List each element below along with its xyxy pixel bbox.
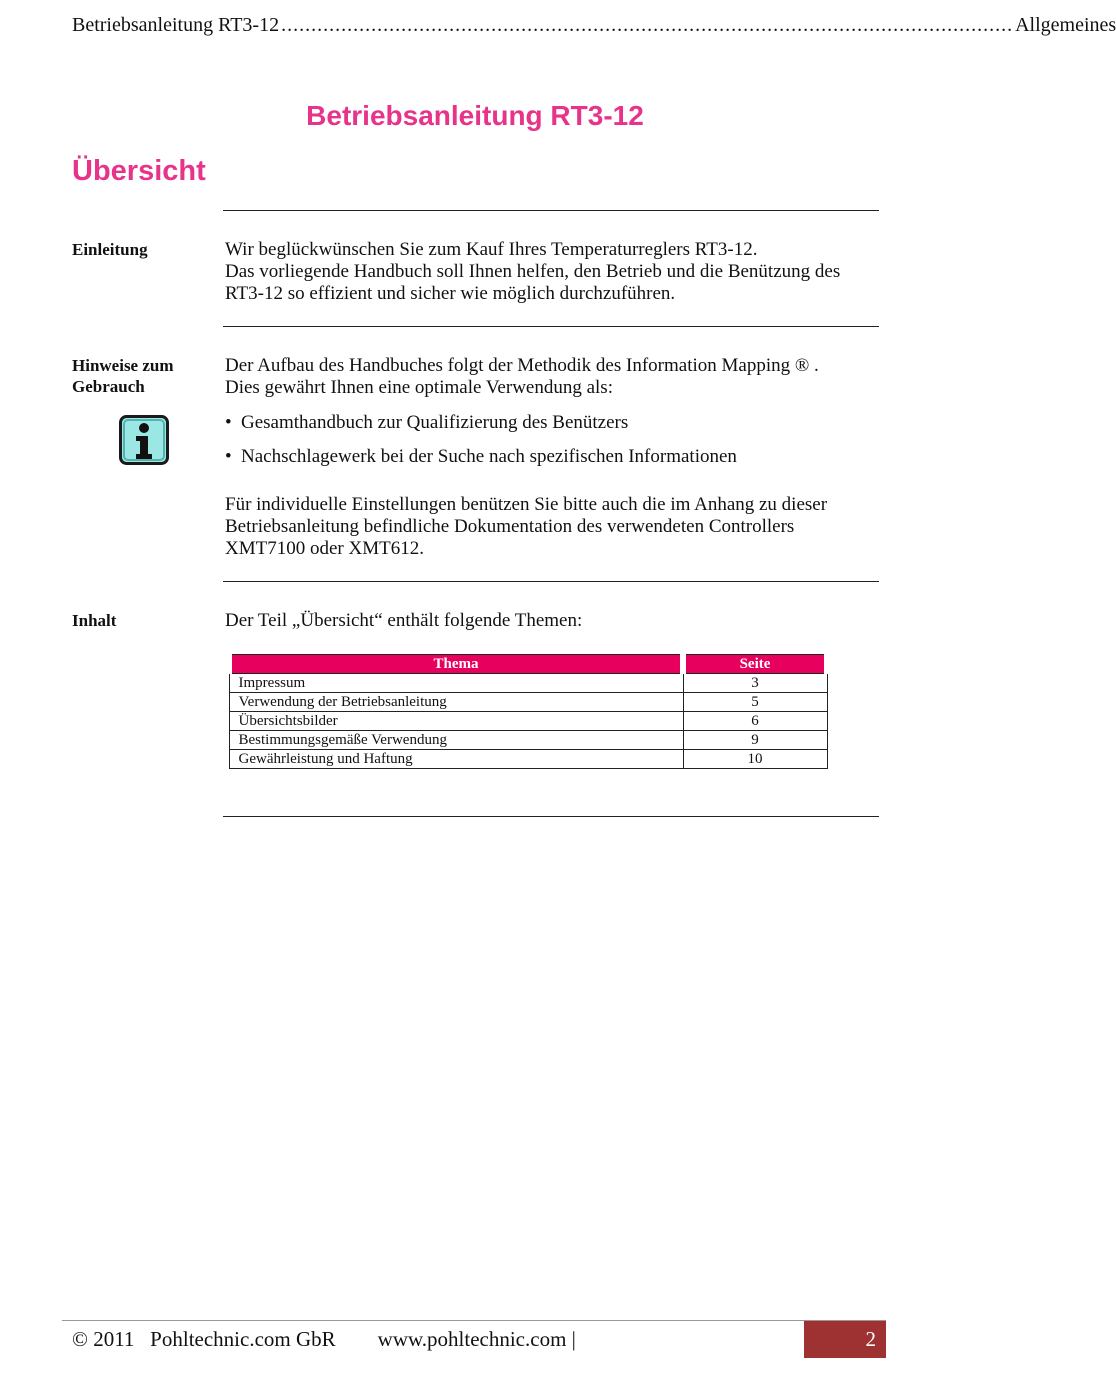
header-chapter: Allgemeines (1015, 14, 1116, 36)
table-row (229, 750, 827, 769)
list-item (225, 412, 875, 434)
page-cell: 9 (683, 731, 827, 750)
footer-text: © 2011 Pohltechnic.com GbR www.pohltechnic.com | (72, 1327, 576, 1351)
document-title: Betriebsanleitung RT3-12 (306, 100, 644, 131)
bullet-icon: • (225, 412, 232, 433)
hinweise-note-line: Betriebsanleitung befindliche Dokumentation des verwendeten Controllers (225, 516, 795, 537)
hinweise-label-line: Gebrauch (72, 377, 145, 396)
bullet-text: Nachschlagewerk bei der Suche nach spezifischen Informationen (241, 446, 737, 467)
hinweise-intro-line: Dies gewährt Ihnen eine optimale Verwendung als: (225, 377, 613, 398)
inhalt-label: Inhalt (72, 611, 117, 630)
header-dot-leader: .......................................................................................................................... (281, 14, 1014, 36)
einleitung-text (225, 239, 875, 305)
einleitung-line: Das vorliegende Handbuch soll Ihnen helfen, den Betrieb und die Benützung des (225, 261, 841, 282)
column-header-thema: Thema (229, 655, 683, 674)
section-divider (223, 581, 879, 582)
table-row (229, 731, 827, 750)
info-icon (119, 415, 169, 465)
section-divider (223, 326, 879, 327)
bullet-text: Gesamthandbuch zur Qualifizierung des Benützers (241, 412, 629, 433)
page-cell: 10 (683, 750, 827, 769)
topic-cell: Impressum (229, 674, 683, 693)
topic-cell: Verwendung der Betriebsanleitung (229, 693, 683, 712)
running-header (72, 14, 1116, 37)
hinweise-note-line: Für individuelle Einstellungen benützen Sie bitte auch die im Anhang zu dieser (225, 494, 828, 515)
topic-cell: Übersichtsbilder (229, 712, 683, 731)
page-cell: 5 (683, 693, 827, 712)
bullet-icon: • (225, 446, 232, 467)
table-header-row (229, 655, 827, 674)
einleitung-line: Wir beglückwünschen Sie zum Kauf Ihres Temperaturreglers RT3-12. (225, 239, 758, 260)
hinweise-intro (225, 355, 875, 399)
footer-divider (62, 1320, 886, 1321)
hinweise-label-line: Hinweise zum (72, 356, 174, 375)
topic-cell: Gewährleistung und Haftung (229, 750, 683, 769)
einleitung-label: Einleitung (72, 240, 148, 259)
section-divider (223, 210, 879, 211)
table-row (229, 693, 827, 712)
table-row (229, 674, 827, 693)
hinweise-intro-line: Der Aufbau des Handbuches folgt der Methodik des Information Mapping ® . (225, 355, 819, 376)
page-cell: 6 (683, 712, 827, 731)
topic-cell: Bestimmungsgemäße Verwendung (229, 731, 683, 750)
hinweise-note (225, 494, 875, 560)
page-number: 2 (804, 1321, 886, 1358)
header-doc-name: Betriebsanleitung RT3-12 (72, 14, 280, 36)
list-item (225, 446, 875, 468)
inhalt-intro: Der Teil „Übersicht“ enthält folgende Themen: (225, 610, 583, 631)
topics-table (226, 654, 830, 769)
section-title: Übersicht (72, 155, 206, 187)
hinweise-label (72, 355, 212, 397)
column-header-seite: Seite (683, 655, 827, 674)
page-cell: 3 (683, 674, 827, 693)
einleitung-line: RT3-12 so effizient und sicher wie möglich durchzuführen. (225, 283, 676, 304)
hinweise-note-line: XMT7100 oder XMT612. (225, 538, 424, 559)
section-divider (223, 816, 879, 817)
table-row (229, 712, 827, 731)
